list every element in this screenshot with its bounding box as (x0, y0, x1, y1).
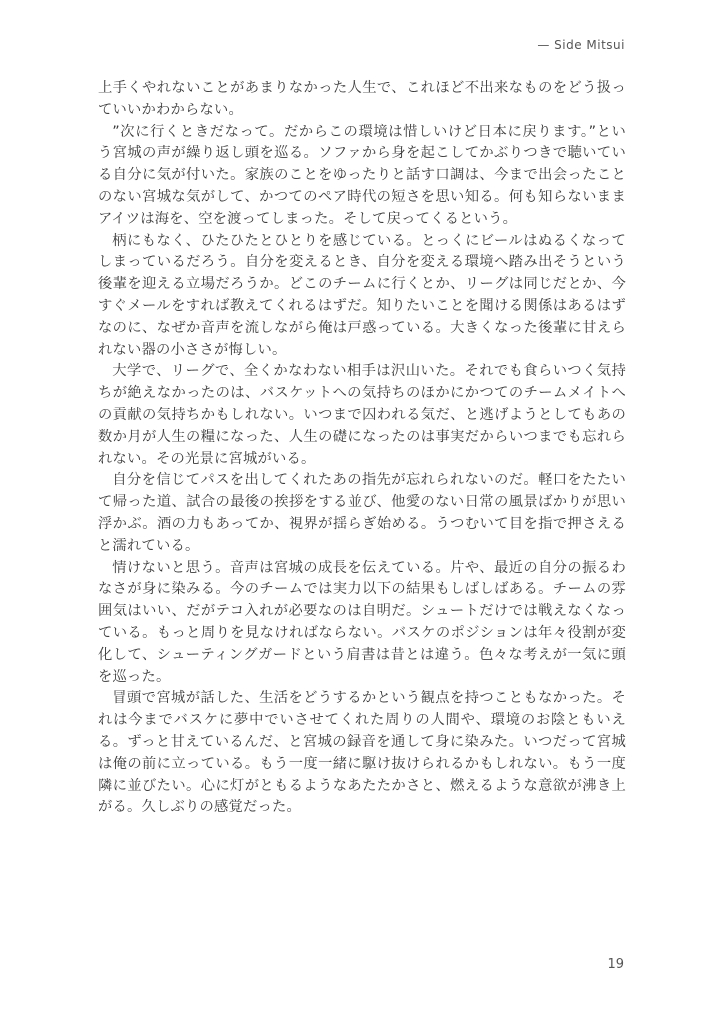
paragraph-4: 大学で、リーグで、全くかなわない相手は沢山いた。それでも食らいつく気持ちが絶えなかったのは、バスケットへの気持ちのほかにかつてのチームメイトへの貢献の気持ちかもしれない。いつまで囚われる気だ、と逃げようとしてもあの数か月が人生の糧になった、人生の礎になったのは事実だからいつまでも忘れられない。その光景に宮城がいる。 (98, 363, 626, 467)
paragraph-2: ”次に行くときだなって。だからこの環境は惜しいけど日本に戻ります。”という宮城の声が繰り返し頭を巡る。ソファから身を起こしてかぶりつきで聴いている自分に気が付いた。家族のことをゆったりと話す口調は、今まで出会ったことのない宮城な気がして、かつてのペア時代の短さを思い知る。何も知らないままアイツは海を、空を渡ってしまった。そして戻ってくるという。 (98, 123, 626, 227)
paragraph-7: 冒頭で宮城が話した、生活をどうするかという観点を持つこともなかった。それは今までバスケに夢中でいさせてくれた周りの人間や、環境のお陰ともいえる。ずっと甘えているんだ、と宮城の録音を通して身に染みた。いつだって宮城は俺の前に立っている。もう一度一緒に駆け抜けられるかもしれない。もう一度隣に並びたい。心に灯がともるようなあたたかさと、燃えるような意欲が沸き上がる。久しぶりの感覚だった。 (98, 690, 626, 816)
paragraph-6: 情けないと思う。音声は宮城の成長を伝えている。片や、最近の自分の振るわなさが身に染みる。今のチームでは実力以下の結果もしばしばある。チームの雰囲気はいい、だがテコ入れが必要なのは自明だ。シュートだけでは戦えなくなっている。もっと周りを見なければならない。バスケのポジションは年々役割が変化して、シューティングガードという肩書は昔とは違う。色々な考えが一気に頭を巡った。 (98, 559, 626, 685)
running-header: — Side Mitsui (537, 38, 625, 52)
paragraph-3: 柄にもなく、ひたひたとひとりを感じている。とっくにビールはぬるくなってしまっているだろう。自分を変えるとき、自分を変える環境へ踏み出そうという後輩を迎える立場だろうか。どこのチームに行くとか、リーグは同じだとか、今すぐメールをすれば教えてくれるはずだ。知りたいことを聞ける関係はあるはずなのに、なぜか音声を流しながら俺は戸惑っている。大きくなった後輩に甘えられない器の小ささが悔しい。 (98, 232, 626, 358)
paragraph-1: 上手くやれないことがあまりなかった人生で、これほど不出来なものをどう扱っていいかわからない。 (98, 80, 626, 118)
paragraph-5: 自分を信じてパスを出してくれたあの指先が忘れられないのだ。軽口をたたいて帰った道、試合の最後の挨拶をする並び、他愛のない日常の風景ばかりが思い浮かぶ。酒の力もあってか、視界が揺らぎ始める。うつむいて目を指で押さえると濡れている。 (98, 472, 626, 554)
body-text (98, 78, 626, 819)
page-number: 19 (607, 957, 624, 972)
